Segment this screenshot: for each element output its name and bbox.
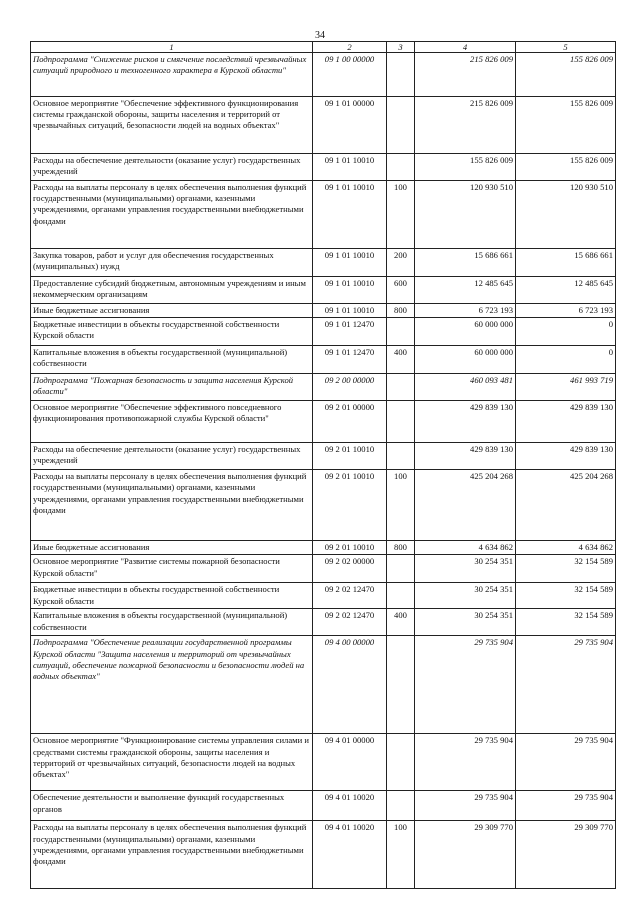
row-expense-type-cell: 800 bbox=[387, 541, 415, 555]
table-row bbox=[31, 401, 616, 443]
row-amount-1-cell: 29 735 904 bbox=[415, 636, 516, 734]
table-row bbox=[31, 97, 616, 154]
row-code-cell: 09 1 01 00000 bbox=[313, 97, 387, 154]
row-code-cell: 09 2 00 00000 bbox=[313, 374, 387, 401]
row-name-cell: Расходы на выплаты персоналу в целях обеспечения выполнения функций государственными (муниципальными) органами, казенными учреждениями, органами управления государственными внебюджетными фондами bbox=[31, 181, 313, 249]
row-name-cell: Основное мероприятие "Развитие системы пожарной безопасности Курской области" bbox=[31, 555, 313, 583]
row-amount-2-cell: 29 735 904 bbox=[516, 791, 616, 821]
row-amount-2-cell: 155 826 009 bbox=[516, 97, 616, 154]
row-code-cell: 09 4 01 10020 bbox=[313, 821, 387, 889]
table-row bbox=[31, 181, 616, 249]
row-expense-type-cell bbox=[387, 443, 415, 470]
row-amount-2-cell: 120 930 510 bbox=[516, 181, 616, 249]
row-expense-type-cell bbox=[387, 734, 415, 791]
row-amount-2-cell: 6 723 193 bbox=[516, 304, 616, 318]
row-code-cell: 09 1 01 12470 bbox=[313, 318, 387, 346]
table-header-row bbox=[31, 42, 616, 53]
row-name-cell: Расходы на выплаты персоналу в целях обеспечения выполнения функций государственными (муниципальными) органами, казенными учреждениями, органами управления государственными внебюджетными фондами bbox=[31, 470, 313, 541]
row-expense-type-cell: 600 bbox=[387, 277, 415, 304]
table-row bbox=[31, 346, 616, 374]
row-amount-1-cell: 30 254 351 bbox=[415, 609, 516, 636]
row-expense-type-cell: 800 bbox=[387, 304, 415, 318]
row-amount-2-cell: 0 bbox=[516, 346, 616, 374]
row-amount-1-cell: 12 485 645 bbox=[415, 277, 516, 304]
row-expense-type-cell: 100 bbox=[387, 821, 415, 889]
table-row bbox=[31, 53, 616, 97]
table-row bbox=[31, 609, 616, 636]
row-code-cell: 09 1 01 12470 bbox=[313, 346, 387, 374]
row-amount-1-cell: 29 735 904 bbox=[415, 734, 516, 791]
row-amount-2-cell: 425 204 268 bbox=[516, 470, 616, 541]
budget-table bbox=[30, 41, 616, 889]
row-name-cell: Подпрограмма "Снижение рисков и смягчение последствий чрезвычайных ситуаций природного и техногенного характера в Курской области" bbox=[31, 53, 313, 97]
row-amount-2-cell: 155 826 009 bbox=[516, 53, 616, 97]
row-amount-1-cell: 425 204 268 bbox=[415, 470, 516, 541]
row-name-cell: Основное мероприятие "Обеспечение эффективного функционирования системы гражданской обороны, защиты населения и территорий от чрезвычайных ситуаций, безопасности людей на водных объектах" bbox=[31, 97, 313, 154]
row-amount-1-cell: 215 826 009 bbox=[415, 53, 516, 97]
row-code-cell: 09 2 01 10010 bbox=[313, 470, 387, 541]
row-code-cell: 09 4 01 10020 bbox=[313, 791, 387, 821]
table-row bbox=[31, 277, 616, 304]
row-amount-2-cell: 429 839 130 bbox=[516, 443, 616, 470]
table-row bbox=[31, 443, 616, 470]
row-name-cell: Капитальные вложения в объекты государственной (муниципальной) собственности bbox=[31, 609, 313, 636]
row-amount-2-cell: 29 735 904 bbox=[516, 636, 616, 734]
row-name-cell: Бюджетные инвестиции в объекты государственной собственности Курской области bbox=[31, 318, 313, 346]
table-row bbox=[31, 304, 616, 318]
row-amount-1-cell: 155 826 009 bbox=[415, 154, 516, 181]
row-code-cell: 09 2 02 12470 bbox=[313, 609, 387, 636]
row-name-cell: Расходы на обеспечение деятельности (оказание услуг) государственных учреждений bbox=[31, 443, 313, 470]
table-row bbox=[31, 636, 616, 734]
row-expense-type-cell bbox=[387, 53, 415, 97]
row-expense-type-cell bbox=[387, 791, 415, 821]
row-amount-1-cell: 215 826 009 bbox=[415, 97, 516, 154]
table-row bbox=[31, 734, 616, 791]
row-expense-type-cell bbox=[387, 97, 415, 154]
row-expense-type-cell bbox=[387, 583, 415, 609]
row-expense-type-cell: 100 bbox=[387, 470, 415, 541]
row-amount-2-cell: 0 bbox=[516, 318, 616, 346]
row-code-cell: 09 2 01 00000 bbox=[313, 401, 387, 443]
row-name-cell: Предоставление субсидий бюджетным, автономным учреждениям и иным некоммерческим организациям bbox=[31, 277, 313, 304]
row-code-cell: 09 2 02 00000 bbox=[313, 555, 387, 583]
row-amount-1-cell: 460 093 481 bbox=[415, 374, 516, 401]
row-code-cell: 09 2 01 10010 bbox=[313, 541, 387, 555]
table-row bbox=[31, 791, 616, 821]
row-amount-1-cell: 429 839 130 bbox=[415, 443, 516, 470]
row-name-cell: Обеспечение деятельности и выполнение функций государственных органов bbox=[31, 791, 313, 821]
row-name-cell: Подпрограмма "Обеспечение реализации государственной программы Курской области "Защита населения и территорий от чрезвычайных ситуаций, обеспечение пожарной безопасности и безопасности людей на водных объектах" bbox=[31, 636, 313, 734]
row-amount-2-cell: 155 826 009 bbox=[516, 154, 616, 181]
table-row bbox=[31, 374, 616, 401]
row-amount-1-cell: 15 686 661 bbox=[415, 249, 516, 277]
column-header-code: 2 bbox=[313, 42, 387, 53]
row-code-cell: 09 4 01 00000 bbox=[313, 734, 387, 791]
row-expense-type-cell: 100 bbox=[387, 181, 415, 249]
row-amount-2-cell: 29 309 770 bbox=[516, 821, 616, 889]
column-header-expense-type: 3 bbox=[387, 42, 415, 53]
table-row bbox=[31, 154, 616, 181]
row-name-cell: Бюджетные инвестиции в объекты государственной собственности Курской области bbox=[31, 583, 313, 609]
column-header-amount-1: 4 bbox=[415, 42, 516, 53]
row-code-cell: 09 1 01 10010 bbox=[313, 154, 387, 181]
row-name-cell: Иные бюджетные ассигнования bbox=[31, 541, 313, 555]
row-expense-type-cell bbox=[387, 401, 415, 443]
row-expense-type-cell bbox=[387, 374, 415, 401]
row-code-cell: 09 1 00 00000 bbox=[313, 53, 387, 97]
row-expense-type-cell: 400 bbox=[387, 609, 415, 636]
row-expense-type-cell: 400 bbox=[387, 346, 415, 374]
row-amount-2-cell: 29 735 904 bbox=[516, 734, 616, 791]
row-code-cell: 09 1 01 10010 bbox=[313, 249, 387, 277]
row-code-cell: 09 2 01 10010 bbox=[313, 443, 387, 470]
row-name-cell: Расходы на выплаты персоналу в целях обеспечения выполнения функций государственными (муниципальными) органами, казенными учреждениями, органами управления государственными внебюджетными фондами bbox=[31, 821, 313, 889]
row-name-cell: Основное мероприятие "Обеспечение эффективного повседневного функционирования противопожарной службы Курской области" bbox=[31, 401, 313, 443]
table-row bbox=[31, 541, 616, 555]
table-row bbox=[31, 470, 616, 541]
table-row bbox=[31, 821, 616, 889]
row-amount-2-cell: 32 154 589 bbox=[516, 555, 616, 583]
page-number: 34 bbox=[315, 30, 325, 41]
row-name-cell: Основное мероприятие "Функционирование системы управления силами и средствами системы гражданской обороны, защиты населения и территорий от чрезвычайных ситуаций, безопасности людей на водных объектах" bbox=[31, 734, 313, 791]
table-row bbox=[31, 249, 616, 277]
row-amount-2-cell: 32 154 589 bbox=[516, 583, 616, 609]
row-expense-type-cell bbox=[387, 555, 415, 583]
row-amount-2-cell: 461 993 719 bbox=[516, 374, 616, 401]
row-expense-type-cell bbox=[387, 318, 415, 346]
row-amount-2-cell: 429 839 130 bbox=[516, 401, 616, 443]
row-code-cell: 09 1 01 10010 bbox=[313, 277, 387, 304]
row-amount-2-cell: 12 485 645 bbox=[516, 277, 616, 304]
row-code-cell: 09 4 00 00000 bbox=[313, 636, 387, 734]
row-expense-type-cell bbox=[387, 636, 415, 734]
row-amount-1-cell: 29 309 770 bbox=[415, 821, 516, 889]
row-name-cell: Иные бюджетные ассигнования bbox=[31, 304, 313, 318]
row-amount-1-cell: 6 723 193 bbox=[415, 304, 516, 318]
row-amount-1-cell: 60 000 000 bbox=[415, 318, 516, 346]
row-code-cell: 09 1 01 10010 bbox=[313, 181, 387, 249]
row-amount-1-cell: 429 839 130 bbox=[415, 401, 516, 443]
row-name-cell: Подпрограмма "Пожарная безопасность и защита населения Курской области" bbox=[31, 374, 313, 401]
row-amount-1-cell: 30 254 351 bbox=[415, 583, 516, 609]
row-amount-1-cell: 30 254 351 bbox=[415, 555, 516, 583]
row-expense-type-cell bbox=[387, 154, 415, 181]
column-header-name: 1 bbox=[31, 42, 313, 53]
row-expense-type-cell: 200 bbox=[387, 249, 415, 277]
row-amount-1-cell: 29 735 904 bbox=[415, 791, 516, 821]
row-amount-2-cell: 15 686 661 bbox=[516, 249, 616, 277]
row-name-cell: Расходы на обеспечение деятельности (оказание услуг) государственных учреждений bbox=[31, 154, 313, 181]
row-amount-2-cell: 32 154 589 bbox=[516, 609, 616, 636]
row-amount-2-cell: 4 634 862 bbox=[516, 541, 616, 555]
row-code-cell: 09 1 01 10010 bbox=[313, 304, 387, 318]
row-amount-1-cell: 60 000 000 bbox=[415, 346, 516, 374]
row-name-cell: Закупка товаров, работ и услуг для обеспечения государственных (муниципальных) нужд bbox=[31, 249, 313, 277]
table-row bbox=[31, 555, 616, 583]
row-code-cell: 09 2 02 12470 bbox=[313, 583, 387, 609]
row-amount-1-cell: 120 930 510 bbox=[415, 181, 516, 249]
row-amount-1-cell: 4 634 862 bbox=[415, 541, 516, 555]
table-row bbox=[31, 583, 616, 609]
row-name-cell: Капитальные вложения в объекты государственной (муниципальной) собственности bbox=[31, 346, 313, 374]
table-row bbox=[31, 318, 616, 346]
column-header-amount-2: 5 bbox=[516, 42, 616, 53]
